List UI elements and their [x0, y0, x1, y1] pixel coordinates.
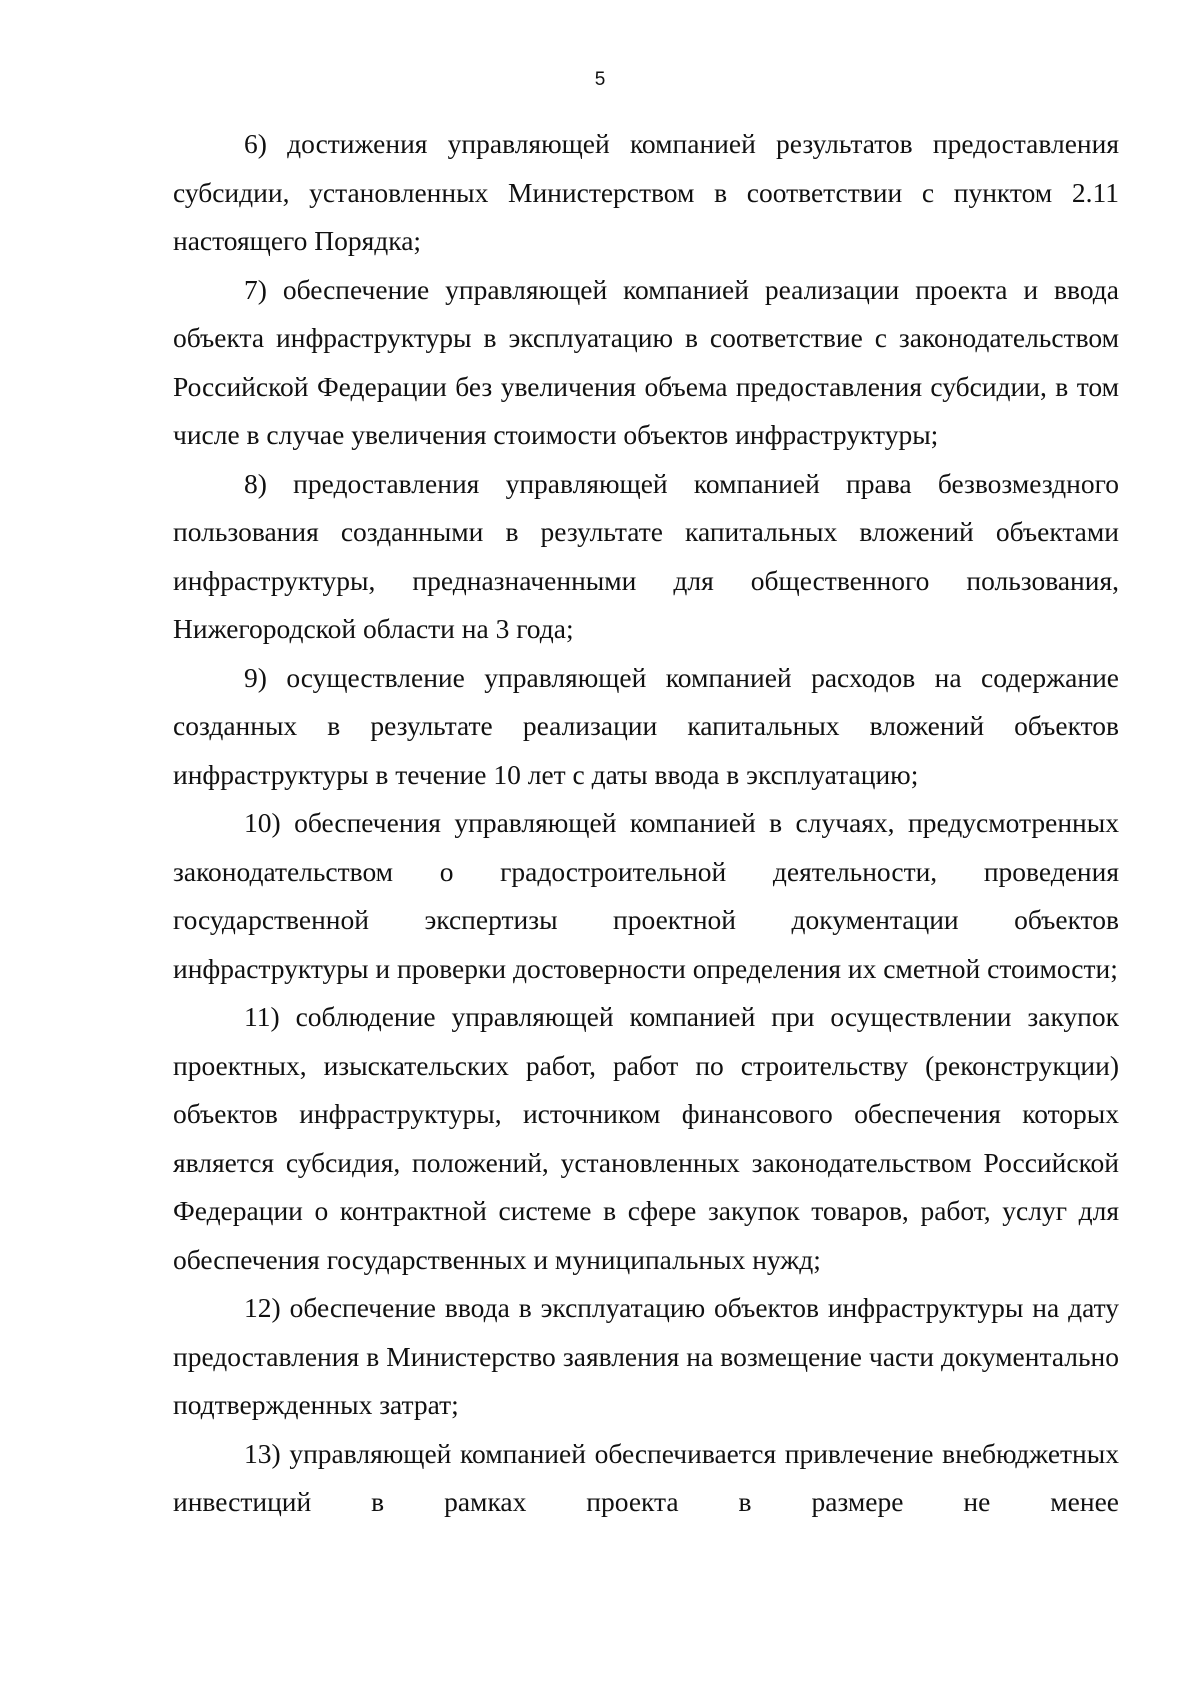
paragraph-item-11: 11) соблюдение управляющей компанией при осуществлении закупок проектных, изыскательских работ, работ по строительству (реконструкции) объектов инфраструктуры, источником финансового обеспечения которых является субсидия, положений, установленных законодательством Российской Федерации о контрактной системе в сфере закупок товаров, работ, услуг для обеспечения государственных и муниципальных нужд; [173, 1001, 1119, 1275]
document-body [173, 120, 1119, 1527]
paragraph-item-7: 7) обеспечение управляющей компанией реализации проекта и ввода объекта инфраструктуры в эксплуатацию в соответствие с законодательством Российской Федерации без увеличения объема предоставления субсидии, в том числе в случае увеличения стоимости объектов инфраструктуры; [173, 273, 1119, 450]
paragraph-item-6: 6) достижения управляющей компанией результатов предоставления субсидии, установленных Министерством в соответствии с пунктом 2.11 настоящего Порядка; [173, 128, 1119, 256]
paragraph-item-9: 9) осуществление управляющей компанией расходов на содержание созданных в результате реализации капитальных вложений объектов инфраструктуры в течение 10 лет с даты ввода в эксплуатацию; [173, 661, 1119, 790]
paragraph-item-13: 13) управляющей компанией обеспечивается привлечение внебюджетных инвестиций в рамках проекта в размере не менее [173, 1437, 1119, 1517]
paragraph-item-12: 12) обеспечение ввода в эксплуатацию объектов инфраструктуры на дату предоставления в Министерство заявления на возмещение части документально подтвержденных затрат; [173, 1292, 1119, 1420]
paragraph-item-10: 10) обеспечения управляющей компанией в случаях, предусмотренных законодательством о градостроительной деятельности, проведения государственной экспертизы проектной документации объектов инфраструктуры и проверки достоверности определения их сметной стоимости; [173, 807, 1119, 984]
page-number: 5 [594, 69, 606, 90]
paragraph-item-8: 8) предоставления управляющей компанией права безвозмездного пользования созданными в результате капитальных вложений объектами инфраструктуры, предназначенными для общественного пользования, Нижегородской области на 3 года; [173, 467, 1119, 644]
